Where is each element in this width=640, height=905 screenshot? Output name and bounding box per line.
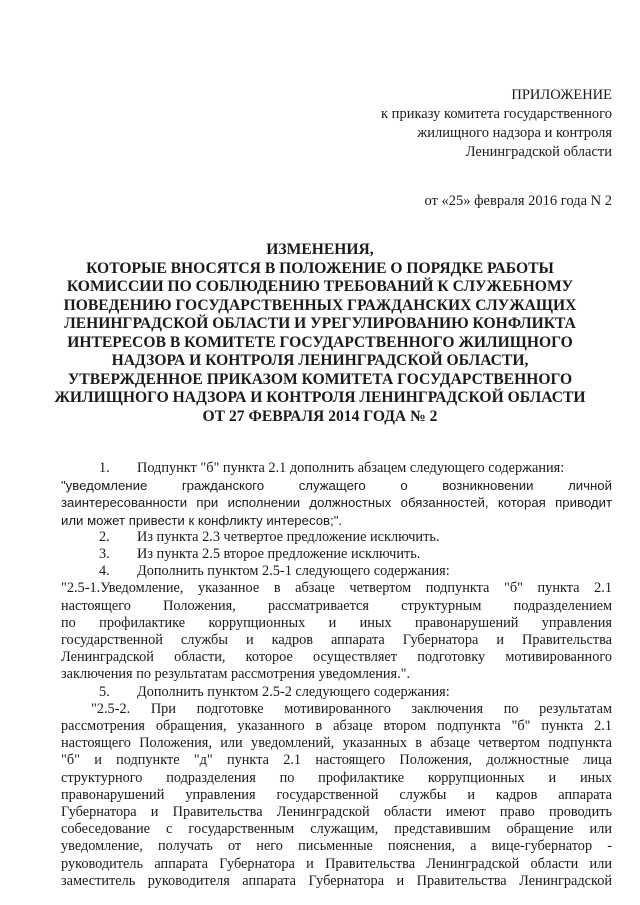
appendix-header (312, 86, 612, 211)
title-line: ЛЕНИНГРАДСКОЙ ОБЛАСТИ И УРЕГУЛИРОВАНИЮ КОНФЛИКТА (64, 315, 576, 332)
quote-line: рассмотрения обращения, указанного в абзаце втором подпункта "б" пункта 2.1 (61, 718, 612, 735)
appendix-order-line: к приказу комитета государственного (381, 106, 612, 122)
item-number: 5. (99, 683, 110, 700)
quote-line: Ленинградской области, которое осуществляет подготовку мотивированного (61, 649, 612, 666)
quote-line: по профилактике коррупционных и иных правонарушений управления (61, 614, 612, 631)
quote-line: уведомление, получать от него письменные пояснения, а вице-губернатор - (61, 838, 612, 855)
quote-line: структурного подразделения по профилактике коррупционных и иных (61, 769, 612, 786)
quote-line: заключения по результатам рассмотрения уведомления.". (61, 666, 411, 683)
title-line: ИЗМЕНЕНИЯ, (266, 241, 374, 258)
title-line: КОТОРЫЕ ВНОСЯТСЯ В ПОЛОЖЕНИЕ О ПОРЯДКЕ РАБОТЫ (86, 259, 554, 277)
title-line: УТВЕРЖДЕННОЕ ПРИКАЗОМ КОМИТЕТА ГОСУДАРСТВЕННОГО (67, 370, 573, 388)
quote-line: руководитель аппарата Губернатора и Правительства Ленинградской области или (61, 855, 612, 872)
document-title (50, 241, 590, 426)
title-line: КОМИССИИ ПО СОБЛЮДЕНИЮ ТРЕБОВАНИЙ К СЛУЖЕБНОМУ (66, 278, 574, 295)
appendix-date: от «25» февраля 2016 года N 2 (424, 193, 612, 209)
appendix-label: ПРИЛОЖЕНИЕ (511, 87, 612, 103)
item-number: 4. (99, 563, 110, 580)
item-4 (61, 563, 612, 580)
title-line: ЖИЛИЩНОГО НАДЗОРА И КОНТРОЛЯ ЛЕНИНГРАДСКОЙ ОБЛАСТИ (54, 389, 586, 406)
item-text: Из пункта 2.5 второе предложение исключить. (137, 546, 421, 563)
item-text: Дополнить пунктом 2.5-2 следующего содержания: (137, 683, 450, 700)
item-text: Из пункта 2.3 четвертое предложение исключить. (137, 528, 440, 545)
item-number: 2. (99, 528, 110, 545)
quote-line: "2.5-2. При подготовке мотивированного заключения по результатам (91, 700, 612, 717)
quote-line: "б" и подпункте "д" пункта 2.1 настоящего Положения, должностные лица (61, 752, 612, 769)
quote-line: заместитель руководителя аппарата Губернатора и Правительства Ленинградской (61, 872, 612, 889)
quote-line: "уведомление гражданского служащего о возникновении личной (61, 478, 612, 494)
quote-line: правонарушений управления государственной службы и кадров аппарата (61, 786, 612, 803)
quote-line: настоящего Положения, рассматривается структурным подразделением (61, 597, 612, 614)
quote-line: Губернатора и Правительства Ленинградской области имеют право проводить (61, 804, 612, 821)
item-text: Дополнить пунктом 2.5-1 следующего содержания: (137, 563, 450, 580)
quote-line: заинтересованности при исполнении должностных обязанностей, которая приводит (61, 495, 612, 511)
item-text: Подпункт "б" пункта 2.1 дополнить абзацем следующего содержания: (137, 460, 565, 476)
quote-line: собеседование с государственным служащим, представившим обращение или (61, 821, 612, 838)
title-line: ИНТЕРЕСОВ В КОМИТЕТЕ ГОСУДАРСТВЕННОГО ЖИЛИЩНОГО (67, 333, 573, 351)
appendix-order-line: жилищного надзора и контроля (417, 125, 612, 141)
quote-line: настоящего Положения, или уведомлений, указанных в абзаце четвертом подпункта (61, 735, 612, 752)
item-number: 1. (99, 460, 110, 476)
document-body (61, 460, 612, 890)
item-5 (61, 684, 612, 701)
item-number: 3. (99, 546, 110, 563)
quote-line: государственной службы и кадров аппарата Губернатора и Правительства (61, 632, 612, 649)
item-3 (61, 546, 612, 563)
appendix-order-line: Ленинградской области (465, 144, 612, 160)
title-line: ОТ 27 ФЕВРАЛЯ 2014 ГОДА № 2 (202, 407, 438, 425)
item-2 (61, 529, 612, 546)
quote-line: "2.5-1.Уведомление, указанное в абзаце четвертом подпункта "б" пункта 2.1 (61, 580, 612, 597)
title-line: ПОВЕДЕНИЮ ГОСУДАРСТВЕННЫХ ГРАЖДАНСКИХ СЛУЖАЩИХ (63, 296, 577, 314)
item-1 (61, 460, 612, 477)
title-line: НАДЗОРА И КОНТРОЛЯ ЛЕНИНГРАДСКОЙ ОБЛАСТИ, (111, 352, 529, 369)
quote-line: или может привести к конфликту интересов;". (61, 512, 343, 528)
